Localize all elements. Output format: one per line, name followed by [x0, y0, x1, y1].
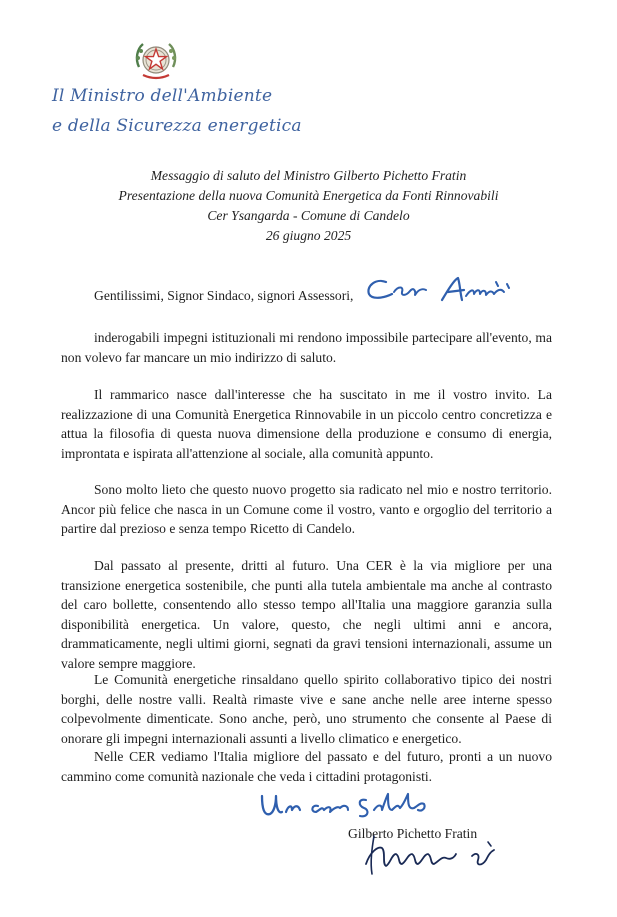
heading-date: 26 giugno 2025	[265, 228, 352, 243]
paragraph-2: Il rammarico nasce dall'interesse che ha suscitato in me il vostro invito. La realizzazione di una Comunità Energetica Rinnovabile in un piccolo centro concretizza e attua la filosofia di questa nuova dimensione della produzione e consumo di energia, improntata e ispirata all'attenzione al sociale, alla comunità appunto.	[61, 387, 552, 461]
paragraph-3: Sono molto lieto che questo nuovo progetto sia radicato nel mio e nostro territorio. Ancor più felice che nasca in un Comune come il vostro, vanto e orgoglio del territorio a partire dal prezioso e senza tempo Ricetto di Candelo.	[61, 482, 552, 536]
letterhead-minister-title: Il Ministro dell'Ambiente	[52, 86, 273, 106]
signatory-name: Gilberto Pichetto Fratin	[348, 826, 478, 841]
paragraph-6: Nelle CER vediamo l'Italia migliore del passato e del futuro, pronti a un nuovo cammino come comunità nazionale che veda i cittadini protagonisti.	[61, 749, 552, 784]
paragraph-5: Le Comunità energetiche rinsaldano quello spirito collaborativo tipico dei nostri borghi, delle nostre valli. Realtà rimaste vive e sane anche nelle aree interne spesso colpevolmente dimenticate. Sono anche, però, uno strumento che consente al Paese di onorare gli impegni internazionali assunti a livello climatico e energetico.	[61, 672, 552, 746]
italian-republic-emblem-icon	[133, 37, 179, 83]
paragraph-1: inderogabili impegni istituzionali mi rendono impossibile partecipare all'evento, ma non volevo far mancare un mio indirizzo di saluto.	[61, 330, 552, 365]
heading-location: Cer Ysangarda - Comune di Candelo	[207, 208, 410, 223]
heading-event: Presentazione della nuova Comunità Energetica da Fonti Rinnovabili	[118, 188, 499, 203]
handwritten-greeting	[364, 274, 516, 306]
handwritten-closing	[258, 790, 444, 824]
letterhead-ministry-subtitle: e della Sicurezza energetica	[52, 116, 302, 136]
signature-scrawl	[360, 834, 500, 878]
paragraph-4: Dal passato al presente, dritti al futuro. Una CER è la via migliore per una transizione energetica sostenibile, che punti alla tutela ambientale ma anche al contrasto del caro bollette, consentendo allo stesso tempo all'Italia una maggiore garanzia sulla disponibilità energetica. Un valore, questo, che negli ultimi anni e ancora, drammaticamente, negli ultimi giorni, segnati da gravi tensioni internazionali, assume un valore sempre maggiore.	[61, 558, 552, 671]
salutation: Gentilissimi, Signor Sindaco, signori Assessori,	[94, 288, 354, 303]
heading-title: Messaggio di saluto del Ministro Gilberto Pichetto Fratin	[150, 168, 467, 183]
